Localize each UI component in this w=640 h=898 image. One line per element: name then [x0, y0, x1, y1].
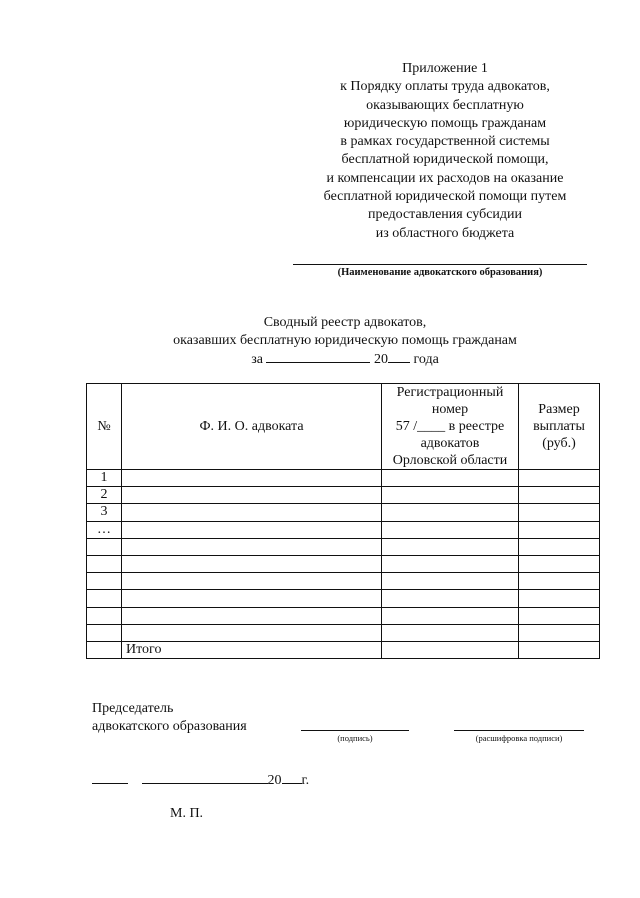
title-line-1: Сводный реестр адвокатов, — [263, 315, 427, 330]
period-blank[interactable] — [266, 350, 370, 363]
cell-reg-number[interactable] — [382, 470, 519, 487]
title-line-2: оказавших бесплатную юридическую помощь гражданам — [173, 333, 517, 348]
row-num — [87, 573, 122, 590]
org-name-caption: (Наименование адвокатского образования) — [337, 267, 543, 278]
annex-line: в рамках государственной системы — [340, 134, 550, 150]
row-num: 3 — [87, 504, 122, 521]
cell-fio[interactable] — [122, 487, 382, 504]
title-period-line — [120, 350, 570, 369]
header-pay-line: Размер — [538, 402, 580, 417]
signature-blank[interactable] — [301, 730, 409, 731]
register-table — [86, 383, 600, 659]
cell-fio[interactable] — [122, 590, 382, 607]
cell-payment[interactable] — [519, 521, 600, 538]
cell-payment[interactable] — [519, 504, 600, 521]
cell-reg-number[interactable] — [382, 607, 519, 624]
annex-header — [300, 60, 590, 243]
header-reg-line: номер — [431, 402, 469, 417]
cell-payment[interactable] — [519, 590, 600, 607]
register-title — [120, 314, 570, 369]
annex-line: юридическую помощь гражданам — [343, 115, 547, 131]
table-row — [87, 573, 600, 590]
cell-reg-number[interactable] — [382, 487, 519, 504]
annex-line: к Порядку оплаты труда адвокатов, — [340, 79, 550, 95]
row-num: 2 — [87, 487, 122, 504]
year-prefix: 20 — [373, 352, 388, 367]
header-reg-line: Регистрационный — [396, 385, 504, 400]
date-year-prefix: 20 — [267, 773, 282, 788]
header-reg-line: Орловской области — [392, 453, 508, 468]
year-suffix: года — [413, 352, 439, 367]
row-num: … — [87, 521, 122, 538]
cell-payment[interactable] — [519, 470, 600, 487]
header-reg-line: адвокатов — [420, 436, 480, 451]
table-row — [87, 487, 600, 504]
annex-line: предоставления субсидии — [367, 207, 523, 223]
total-reg-cell — [382, 641, 519, 658]
row-num — [87, 555, 122, 572]
cell-reg-number[interactable] — [382, 573, 519, 590]
year-blank[interactable] — [388, 350, 410, 363]
annex-line: Приложение 1 — [402, 61, 488, 76]
cell-payment[interactable] — [519, 573, 600, 590]
chair-line-1: Председатель — [92, 701, 174, 716]
row-num: 1 — [87, 470, 122, 487]
table-row — [87, 590, 600, 607]
row-num — [87, 538, 122, 555]
table-row — [87, 555, 600, 572]
cell-reg-number[interactable] — [382, 504, 519, 521]
cell-reg-number[interactable] — [382, 521, 519, 538]
cell-fio[interactable] — [122, 555, 382, 572]
org-name-blank[interactable] — [293, 264, 587, 265]
cell-payment[interactable] — [519, 487, 600, 504]
period-for-label: за — [251, 352, 263, 367]
cell-fio[interactable] — [122, 504, 382, 521]
annex-line: оказывающих бесплатную — [366, 97, 524, 113]
cell-fio[interactable] — [122, 470, 382, 487]
table-row — [87, 470, 600, 487]
cell-reg-number[interactable] — [382, 555, 519, 572]
table-row — [87, 521, 600, 538]
signature-decode-blank[interactable] — [454, 730, 584, 731]
total-payment[interactable] — [519, 641, 600, 658]
total-row — [87, 641, 600, 658]
month-blank[interactable] — [142, 771, 268, 784]
signature-decode-caption: (расшифровка подписи) — [475, 733, 563, 743]
header-num: № — [87, 384, 122, 470]
cell-fio[interactable] — [122, 573, 382, 590]
day-blank[interactable] — [92, 771, 128, 784]
row-num — [87, 607, 122, 624]
annex-line: бесплатной юридической помощи путем — [323, 189, 567, 205]
cell-reg-number[interactable] — [382, 538, 519, 555]
total-label: Итого — [122, 641, 382, 658]
table-row — [87, 607, 600, 624]
header-payment — [519, 384, 600, 470]
cell-reg-number[interactable] — [382, 624, 519, 641]
table-row — [87, 624, 600, 641]
cell-payment[interactable] — [519, 555, 600, 572]
chair-label — [92, 700, 247, 736]
header-reg-line: 57 /____ в реестре — [395, 419, 505, 434]
cell-payment[interactable] — [519, 607, 600, 624]
date-year-suffix: г. — [301, 773, 310, 788]
header-reg-number — [382, 384, 519, 470]
header-fio: Ф. И. О. адвоката — [122, 384, 382, 470]
table-row — [87, 538, 600, 555]
cell-fio[interactable] — [122, 607, 382, 624]
row-num — [87, 624, 122, 641]
cell-reg-number[interactable] — [382, 590, 519, 607]
cell-fio[interactable] — [122, 538, 382, 555]
date-line — [92, 771, 309, 789]
total-num-cell — [87, 641, 122, 658]
signature-caption: (подпись) — [337, 733, 373, 743]
annex-line: и компенсации их расходов на оказание — [326, 170, 564, 186]
table-row — [87, 504, 600, 521]
date-year-blank[interactable] — [282, 771, 302, 784]
annex-line: из областного бюджета — [375, 225, 515, 241]
cell-fio[interactable] — [122, 521, 382, 538]
cell-fio[interactable] — [122, 624, 382, 641]
stamp-place: М. П. — [170, 806, 204, 821]
chair-line-2: адвокатского образования — [92, 719, 247, 734]
annex-line: бесплатной юридической помощи, — [341, 152, 549, 168]
row-num — [87, 590, 122, 607]
header-pay-line: выплаты — [533, 419, 585, 434]
cell-payment[interactable] — [519, 538, 600, 555]
header-pay-line: (руб.) — [542, 436, 576, 451]
cell-payment[interactable] — [519, 624, 600, 641]
